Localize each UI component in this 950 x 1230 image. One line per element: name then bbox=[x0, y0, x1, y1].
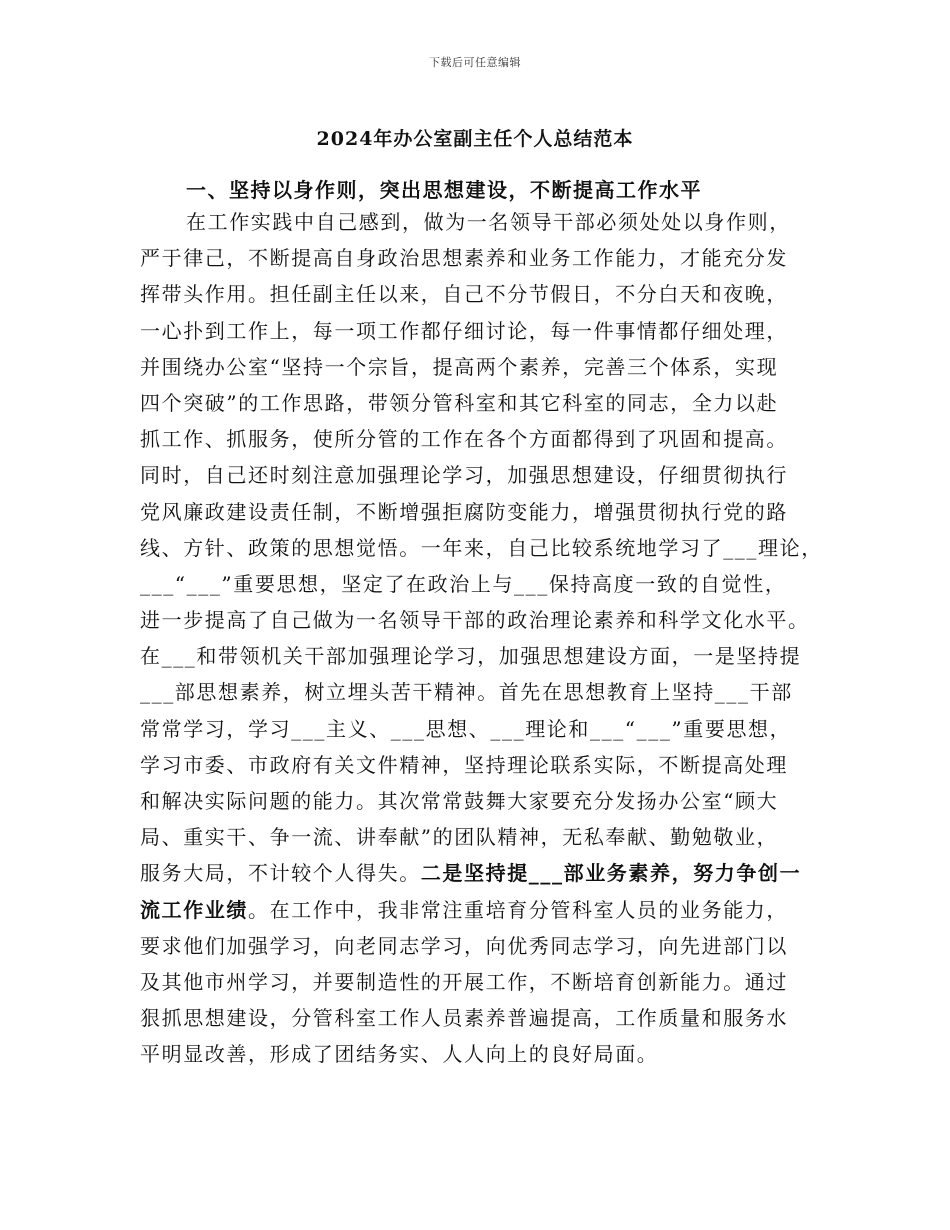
paragraph-line-mixed bbox=[140, 855, 820, 891]
paragraph-line-start: 服务大局，不计较个人得失。 bbox=[140, 861, 421, 886]
paragraph-line: 严于律己，不断提高自身政治思想素养和业务工作能力，才能充分发 bbox=[140, 246, 788, 271]
paragraph-line: 进一步提高了自己做为一名领导干部的政治理论素养和科学文化水平。 bbox=[140, 608, 810, 633]
paragraph-line: 要求他们加强学习，向老同志学习，向优秀同志学习，向先进部门以 bbox=[140, 933, 788, 958]
paragraph-line: 在工作实践中自己感到，做为一名领导干部必须处处以身作则， bbox=[186, 210, 791, 234]
paragraph-line: 平明显改善，形成了团结务实、人人向上的良好局面。 bbox=[140, 1042, 659, 1067]
paragraph-line: 常常学习，学习___主义、___思想、___理论和___“___”重要思想， bbox=[140, 716, 792, 741]
paragraph-line: 学习市委、市政府有关文件精神，坚持理论联系实际，不断提高处理 bbox=[140, 752, 788, 777]
paragraph-line-mixed bbox=[140, 892, 820, 928]
paragraph-line: 一心扑到工作上，每一项工作都仔细讨论，每一件事情都仔细处理， bbox=[140, 318, 788, 343]
section-heading: 一、坚持以身作则，突出思想建设，不断提高工作水平 bbox=[186, 178, 702, 202]
document-title: 2024年办公室副主任个人总结范本 bbox=[316, 128, 634, 150]
paragraph-line: ___“___”重要思想，坚定了在政治上与___保持高度一致的自觉性， bbox=[140, 571, 787, 596]
paragraph-line: 及其他市州学习，并要制造性的开展工作，不断培育创新能力。通过 bbox=[140, 969, 788, 994]
bold-emphasis: 二是坚持提___部业务素养，努力争创一 bbox=[420, 861, 802, 886]
paragraph-line: 和解决实际问题的能力。其次常常鼓舞大家要充分发扬办公室“顾大 bbox=[140, 789, 779, 813]
bold-emphasis: 流工作业绩 bbox=[140, 897, 248, 922]
paragraph-line-rest: 。在工作中，我非常注重培育分管科室人员的业务能力， bbox=[248, 897, 788, 922]
paragraph-line: 党风廉政建设责任制，不断增强拒腐防变能力，增强贯彻执行党的路 bbox=[140, 499, 788, 524]
paragraph-line: 线、方针、政策的思想觉悟。一年来，自己比较系统地学习了___理论， bbox=[140, 535, 823, 560]
paragraph-line: 抓工作、抓服务，使所分管的工作在各个方面都得到了巩固和提高。 bbox=[140, 427, 788, 452]
paragraph-line: 狠抓思想建设，分管科室工作人员素养普遍提高，工作质量和服务水 bbox=[140, 1006, 788, 1031]
header-note: 下载后可任意编辑 bbox=[429, 56, 521, 69]
paragraph-line: 局、重实干、争一流、讲奉献”的团队精神，无私奉献、勤勉敬业， bbox=[140, 825, 779, 850]
body-text bbox=[140, 204, 823, 1073]
paragraph-line: 并围绕办公室“坚持一个宗旨，提高两个素养，完善三个体系，实现 bbox=[140, 354, 779, 379]
paragraph-line: 在___和带领机关干部加强理论学习，加强思想建设方面，一是坚持提 bbox=[140, 644, 802, 669]
paragraph-line: 挥带头作用。担任副主任以来，自己不分节假日，不分白天和夜晚， bbox=[140, 282, 788, 307]
paragraph-line: 同时，自己还时刻注意加强理论学习，加强思想建设，仔细贯彻执行 bbox=[140, 463, 788, 488]
paragraph-line: 四个突破”的工作思路，带领分管科室和其它科室的同志，全力以赴 bbox=[140, 390, 779, 415]
paragraph-line: ___部思想素养，树立埋头苦干精神。首先在思想教育上坚持___干部 bbox=[140, 680, 793, 705]
